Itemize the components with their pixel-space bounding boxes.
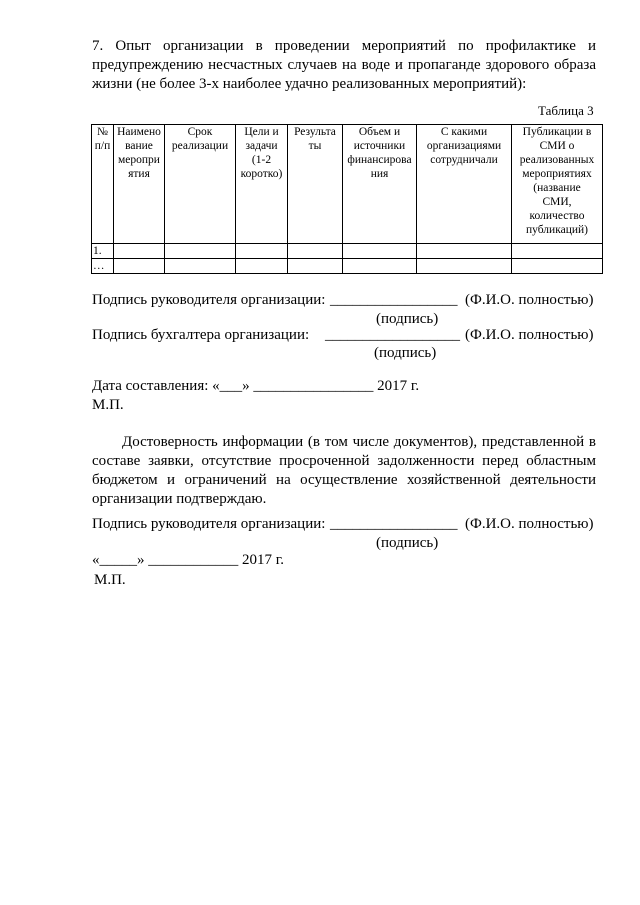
head-signature-caption-2: (подпись) [376,535,439,551]
header-cell-partners: С какими организациями сотрудничали [417,125,512,244]
table-cell [417,244,512,259]
header-cell-term: Срок реализации [165,125,236,244]
table-cell: … [92,259,114,274]
section-7-line: предупреждению несчастных случаев на воде и пропаганде здорового образа [92,57,596,73]
header-cell-funding: Объем и источники финансирова ния [343,125,417,244]
table-caption: Таблица 3 [538,103,594,118]
confirmation-line: бюджетом и ограничений на осуществление хозяйственной деятельности [92,472,596,488]
table-cell [114,244,165,259]
section-7-paragraph [92,37,596,94]
table-row [92,259,603,274]
header-cell-name: Наимено вание меропри ятия [114,125,165,244]
compile-date: Дата составления: «___» ________________ 2017 г. [92,378,420,394]
table-cell [236,259,288,274]
table-cell [236,244,288,259]
confirmation-line: Достоверность информации (в том числе документов), представленной в [122,434,596,450]
table-header-row [92,125,603,244]
head-fio-label-2: (Ф.И.О. полностью) [465,516,594,532]
head-signature-caption: (подпись) [376,311,439,327]
section-7-line: 7. Опыт организации в проведении мероприятий по профилактике и [92,38,596,54]
head-fio-label: (Ф.И.О. полностью) [465,292,594,308]
sign-date: «_____» ____________ 2017 г. [92,552,284,568]
header-cell-publications: Публикации в СМИ о реализованных мероприятиях (название СМИ, количество публикаций) [512,125,603,244]
accountant-fio-label: (Ф.И.О. полностью) [465,327,594,343]
confirmation-line: составе заявки, отсутствие просроченной задолженности перед областным [92,453,596,469]
activities-table [91,124,603,274]
confirmation-paragraph [92,433,596,509]
table-cell: 1. [92,244,114,259]
table-cell [343,244,417,259]
head-signature-label: Подпись руководителя организации: [92,292,326,308]
accountant-signature-caption: (подпись) [374,345,437,361]
head-signature-blank: _________________ [330,292,458,308]
table-cell [512,244,603,259]
accountant-signature-label: Подпись бухгалтера организации: [92,327,310,343]
table-cell [165,244,236,259]
section-7-line: жизни (не более 3-х наиболее удачно реализованных мероприятий): [92,76,527,92]
table-cell [114,259,165,274]
header-cell-number: № п/п [92,125,114,244]
header-cell-results: Результа ты [288,125,343,244]
head-signature-blank-2: _________________ [330,516,458,532]
table-cell [417,259,512,274]
stamp-place-1: М.П. [92,397,124,413]
header-cell-goals: Цели и задачи (1-2 коротко) [236,125,288,244]
table-cell [343,259,417,274]
table-cell [288,244,343,259]
table-cell [165,259,236,274]
confirmation-line: организации подтверждаю. [92,491,267,507]
table-cell [288,259,343,274]
table-row [92,244,603,259]
head-signature-label-2: Подпись руководителя организации: [92,516,326,532]
table-cell [512,259,603,274]
stamp-place-2: М.П. [94,572,126,588]
accountant-signature-blank: __________________ [325,327,460,343]
